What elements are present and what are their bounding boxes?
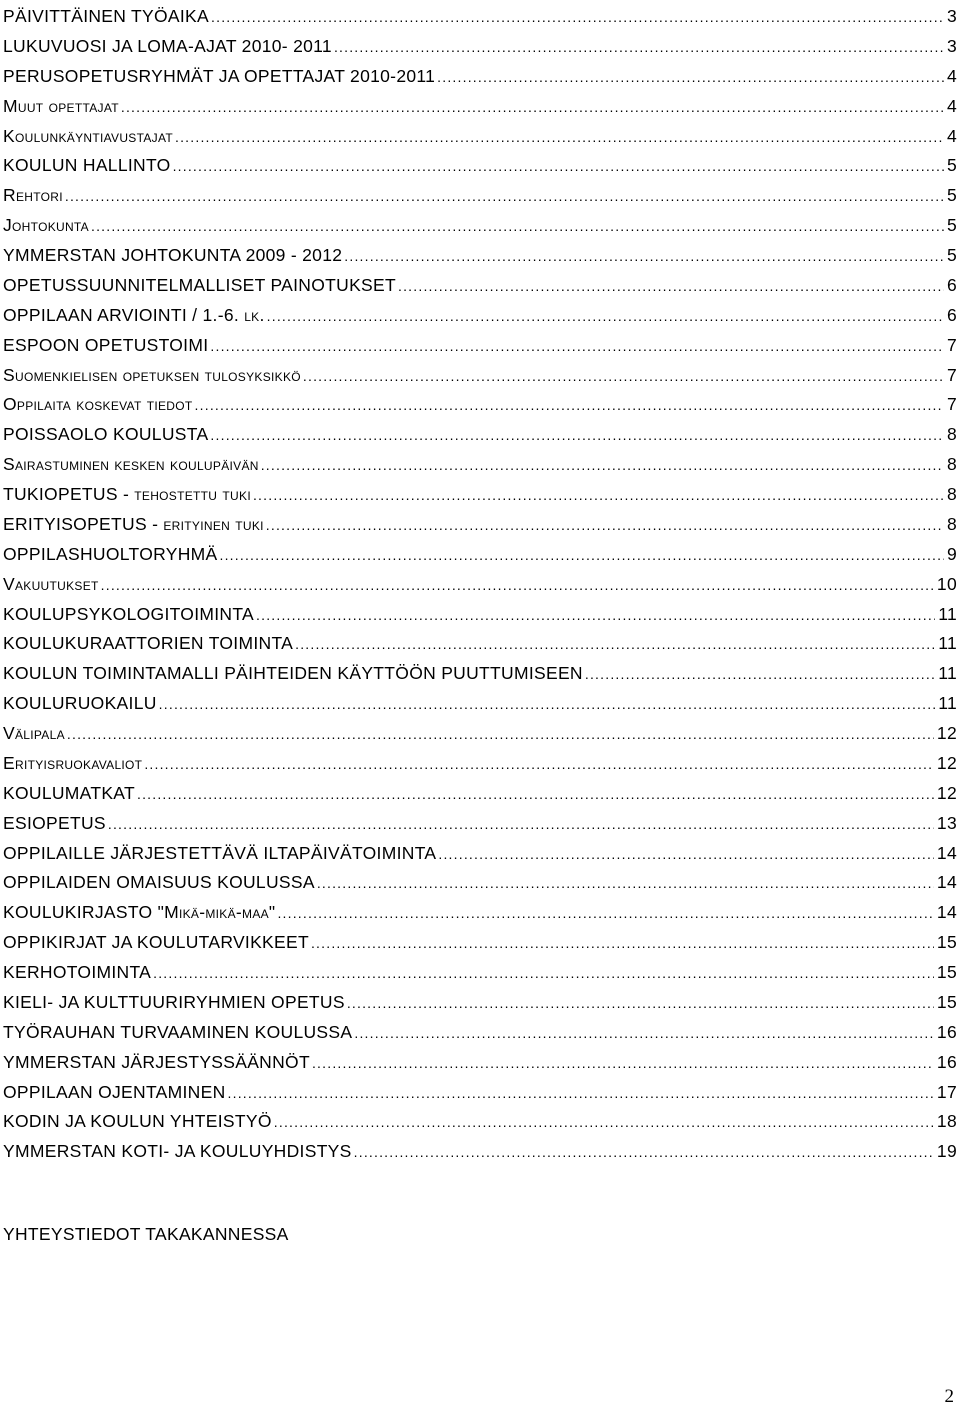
toc-leader-dots xyxy=(91,212,944,241)
toc-leader-dots xyxy=(211,3,944,32)
toc-entry[interactable] xyxy=(3,301,957,331)
toc-entry[interactable] xyxy=(3,331,957,361)
toc-entry-title: KOULUN HALLINTO xyxy=(3,155,171,176)
toc-entry[interactable] xyxy=(3,92,957,122)
toc-entry-title: KOULUPSYKOLOGITOIMINTA xyxy=(3,603,255,624)
toc-leader-dots xyxy=(153,959,934,988)
toc-leader-dots xyxy=(311,929,934,958)
toc-entry-title: KERHOTOIMINTA xyxy=(3,962,152,982)
toc-entry-title: KOULUN TOIMINTAMALLI PÄIHTEIDEN KÄYTTÖÖN PUUTTUMISEEN xyxy=(3,663,583,684)
toc-entry[interactable] xyxy=(3,839,957,869)
toc-leader-dots xyxy=(334,33,944,62)
toc-entry-page: 3 xyxy=(946,35,957,56)
toc-entry-page: 13 xyxy=(936,812,957,833)
toc-leader-dots xyxy=(312,1049,934,1078)
toc-entry[interactable] xyxy=(3,62,957,92)
toc-entry-title: KOULURUOKAILU xyxy=(3,693,157,714)
toc-entry-page: 7 xyxy=(946,394,957,415)
toc-entry-page: 5 xyxy=(946,185,957,206)
toc-entry-page: 16 xyxy=(936,1021,957,1042)
toc-leader-dots xyxy=(261,451,944,480)
toc-leader-dots xyxy=(267,302,944,331)
toc-leader-dots xyxy=(121,93,944,122)
toc-leader-dots xyxy=(303,362,944,391)
toc-entry-title: PÄIVITTÄINEN TYÖAIKA xyxy=(3,6,210,26)
toc-entry-page: 5 xyxy=(946,215,957,236)
toc-leader-dots xyxy=(144,750,934,779)
toc-entry[interactable] xyxy=(3,510,957,540)
toc-entry[interactable] xyxy=(3,32,957,62)
toc-entry-page: 12 xyxy=(936,723,957,743)
toc-entry-title: YMMERSTAN KOTI- JA KOULUYHDISTYS xyxy=(3,1141,352,1162)
toc-leader-dots xyxy=(101,571,934,600)
toc-leader-dots xyxy=(173,152,944,181)
toc-entry[interactable] xyxy=(3,1048,957,1078)
toc-entry[interactable] xyxy=(3,361,957,391)
toc-entry-page: 14 xyxy=(936,902,957,923)
toc-leader-dots xyxy=(137,780,934,809)
toc-entry[interactable] xyxy=(3,809,957,839)
toc-entry-page: 11 xyxy=(938,693,957,714)
toc-entry[interactable] xyxy=(3,928,957,958)
toc-entry-title: YMMERSTAN JOHTOKUNTA 2009 - 2012 xyxy=(3,245,343,265)
toc-entry-page: 4 xyxy=(946,125,957,146)
toc-entry[interactable] xyxy=(3,689,957,719)
toc-entry-page: 7 xyxy=(946,364,957,385)
toc-leader-dots xyxy=(108,810,934,839)
toc-entry-title: KODIN JA KOULUN YHTEISTYÖ xyxy=(3,1111,272,1132)
toc-entry[interactable] xyxy=(3,629,957,659)
toc-entry-title: OPPILAILLE JÄRJESTETTÄVÄ ILTAPÄIVÄTOIMINTA xyxy=(3,842,437,863)
toc-entry[interactable] xyxy=(3,1018,957,1048)
toc-entry[interactable] xyxy=(3,271,957,301)
toc-leader-dots xyxy=(67,720,934,749)
toc-entry-title: ESPOON OPETUSTOIMI xyxy=(3,334,209,355)
toc-leader-dots xyxy=(253,481,944,510)
toc-entry-title: POISSAOLO KOULUSTA xyxy=(3,424,209,445)
toc-entry-title: KIELI- JA KULTTUURIRYHMIEN OPETUS xyxy=(3,991,345,1012)
toc-entry-page: 6 xyxy=(946,274,957,295)
toc-entry-page: 16 xyxy=(936,1051,957,1072)
toc-entry-title: KOULUKURAATTORIEN TOIMINTA xyxy=(3,633,294,654)
toc-entry-title: ESIOPETUS xyxy=(3,812,106,833)
toc-entry-title: TUKIOPETUS - tehostettu tuki xyxy=(3,484,251,504)
toc-leader-dots xyxy=(195,391,944,420)
toc-entry-page: 8 xyxy=(946,513,957,534)
toc-entry-title: OPPILASHUOLTORYHMÄ xyxy=(3,543,218,564)
toc-leader-dots xyxy=(295,630,935,659)
toc-entry-page: 11 xyxy=(938,633,957,654)
toc-entry[interactable] xyxy=(3,988,957,1018)
toc-entry-page: 4 xyxy=(946,65,957,86)
toc-entry-page: 6 xyxy=(946,304,957,325)
toc-entry-page: 4 xyxy=(946,95,957,116)
toc-entry-title: Sairastuminen kesken koulupäivän xyxy=(3,454,259,475)
toc-entry[interactable] xyxy=(3,719,957,749)
toc-entry-page: 18 xyxy=(936,1111,957,1132)
toc-entry-title: Erityisruokavaliot xyxy=(3,752,143,773)
contact-info-note: YHTEYSTIEDOT TAKAKANNESSA xyxy=(3,1224,289,1244)
toc-entry-title: YMMERSTAN JÄRJESTYSSÄÄNNÖT xyxy=(3,1051,310,1072)
toc-leader-dots xyxy=(274,1108,934,1137)
toc-leader-dots xyxy=(585,660,935,689)
toc-leader-dots xyxy=(398,272,944,301)
toc-entry-title: PERUSOPETUSRYHMÄT JA OPETTAJAT 2010-2011 xyxy=(3,65,436,86)
toc-entry-page: 15 xyxy=(936,932,957,953)
toc-leader-dots xyxy=(256,601,935,630)
toc-entry-page: 14 xyxy=(936,872,957,893)
toc-entry-title: Oppilaita koskevat tiedot xyxy=(3,394,193,415)
toc-entry[interactable] xyxy=(3,600,957,630)
toc-entry[interactable] xyxy=(3,540,957,570)
toc-entry-page: 8 xyxy=(946,484,957,504)
toc-leader-dots xyxy=(354,1019,934,1048)
toc-leader-dots xyxy=(228,1079,934,1108)
toc-entry[interactable] xyxy=(3,450,957,480)
toc-entry-title: Välipala xyxy=(3,723,65,743)
toc-entry[interactable] xyxy=(3,241,957,271)
toc-entry-page: 15 xyxy=(936,962,957,982)
toc-entry-page: 12 xyxy=(936,752,957,773)
toc-leader-dots xyxy=(159,690,936,719)
toc-entry-page: 5 xyxy=(946,245,957,265)
toc-entry[interactable] xyxy=(3,868,957,898)
toc-leader-dots xyxy=(175,123,944,152)
toc-entry[interactable] xyxy=(3,2,957,32)
toc-entry-page: 8 xyxy=(946,454,957,475)
toc-entry-page: 17 xyxy=(936,1081,957,1102)
toc-entry[interactable] xyxy=(3,480,957,510)
toc-entry-title: KOULUMATKAT xyxy=(3,782,135,803)
toc-entry[interactable] xyxy=(3,958,957,988)
toc-entry-page: 5 xyxy=(946,155,957,176)
toc-entry-page: 19 xyxy=(936,1141,957,1162)
toc-leader-dots xyxy=(344,242,944,271)
toc-leader-dots xyxy=(317,869,934,898)
toc-entry[interactable] xyxy=(3,779,957,809)
toc-entry-page: 12 xyxy=(936,782,957,803)
toc-entry-title: Rehtori xyxy=(3,185,63,206)
toc-entry[interactable] xyxy=(3,570,957,600)
toc-entry[interactable] xyxy=(3,1137,957,1167)
toc-entry-page: 7 xyxy=(946,334,957,355)
toc-leader-dots xyxy=(347,989,934,1018)
toc-entry-title: OPPIKIRJAT JA KOULUTARVIKKEET xyxy=(3,932,309,953)
toc-entry-title: OPETUSSUUNNITELMALLISET PAINOTUKSET xyxy=(3,274,396,295)
toc-entry-title: Vakuutukset xyxy=(3,573,99,594)
toc-leader-dots xyxy=(210,421,944,450)
toc-leader-dots xyxy=(354,1138,934,1167)
toc-entry-title: KOULUKIRJASTO "Mikä-mikä-maa" xyxy=(3,902,276,923)
toc-leader-dots xyxy=(277,899,933,928)
table-of-contents xyxy=(3,2,957,1167)
toc-leader-dots xyxy=(437,63,944,92)
toc-leader-dots xyxy=(220,541,944,570)
toc-entry-page: 8 xyxy=(946,424,957,445)
toc-entry[interactable] xyxy=(3,390,957,420)
toc-leader-dots xyxy=(266,511,944,540)
toc-entry-title: OPPILAAN ARVIOINTI / 1.-6. lk. xyxy=(3,304,265,325)
toc-leader-dots xyxy=(438,840,934,869)
page-number: 2 xyxy=(944,1386,954,1407)
toc-entry-title: Suomenkielisen opetuksen tulosyksikkö xyxy=(3,364,301,385)
toc-entry-title: Koulunkäyntiavustajat xyxy=(3,125,173,146)
toc-entry-page: 11 xyxy=(938,603,957,624)
toc-entry-title: OPPILAIDEN OMAISUUS KOULUSSA xyxy=(3,872,315,893)
toc-entry[interactable] xyxy=(3,898,957,928)
toc-entry-page: 10 xyxy=(936,573,957,594)
toc-entry[interactable] xyxy=(3,659,957,689)
toc-entry-title: Johtokunta xyxy=(3,215,89,236)
toc-entry[interactable] xyxy=(3,122,957,152)
toc-entry-title: OPPILAAN OJENTAMINEN xyxy=(3,1081,226,1102)
toc-leader-dots xyxy=(210,332,944,361)
toc-entry-page: 9 xyxy=(946,543,957,564)
toc-entry-page: 3 xyxy=(946,6,957,26)
toc-entry[interactable] xyxy=(3,211,957,241)
toc-entry[interactable] xyxy=(3,1078,957,1108)
toc-entry-page: 14 xyxy=(936,842,957,863)
toc-entry[interactable] xyxy=(3,1107,957,1137)
toc-entry[interactable] xyxy=(3,749,957,779)
toc-entry-page: 15 xyxy=(936,991,957,1012)
toc-entry[interactable] xyxy=(3,420,957,450)
toc-entry[interactable] xyxy=(3,151,957,181)
toc-leader-dots xyxy=(65,182,944,211)
toc-entry-title: Muut opettajat xyxy=(3,95,119,116)
toc-entry-title: ERITYISOPETUS - erityinen tuki xyxy=(3,513,264,534)
toc-entry-title: LUKUVUOSI JA LOMA-AJAT 2010- 2011 xyxy=(3,35,332,56)
toc-entry-page: 11 xyxy=(938,663,957,684)
toc-entry[interactable] xyxy=(3,181,957,211)
toc-entry-title: TYÖRAUHAN TURVAAMINEN KOULUSSA xyxy=(3,1021,353,1042)
